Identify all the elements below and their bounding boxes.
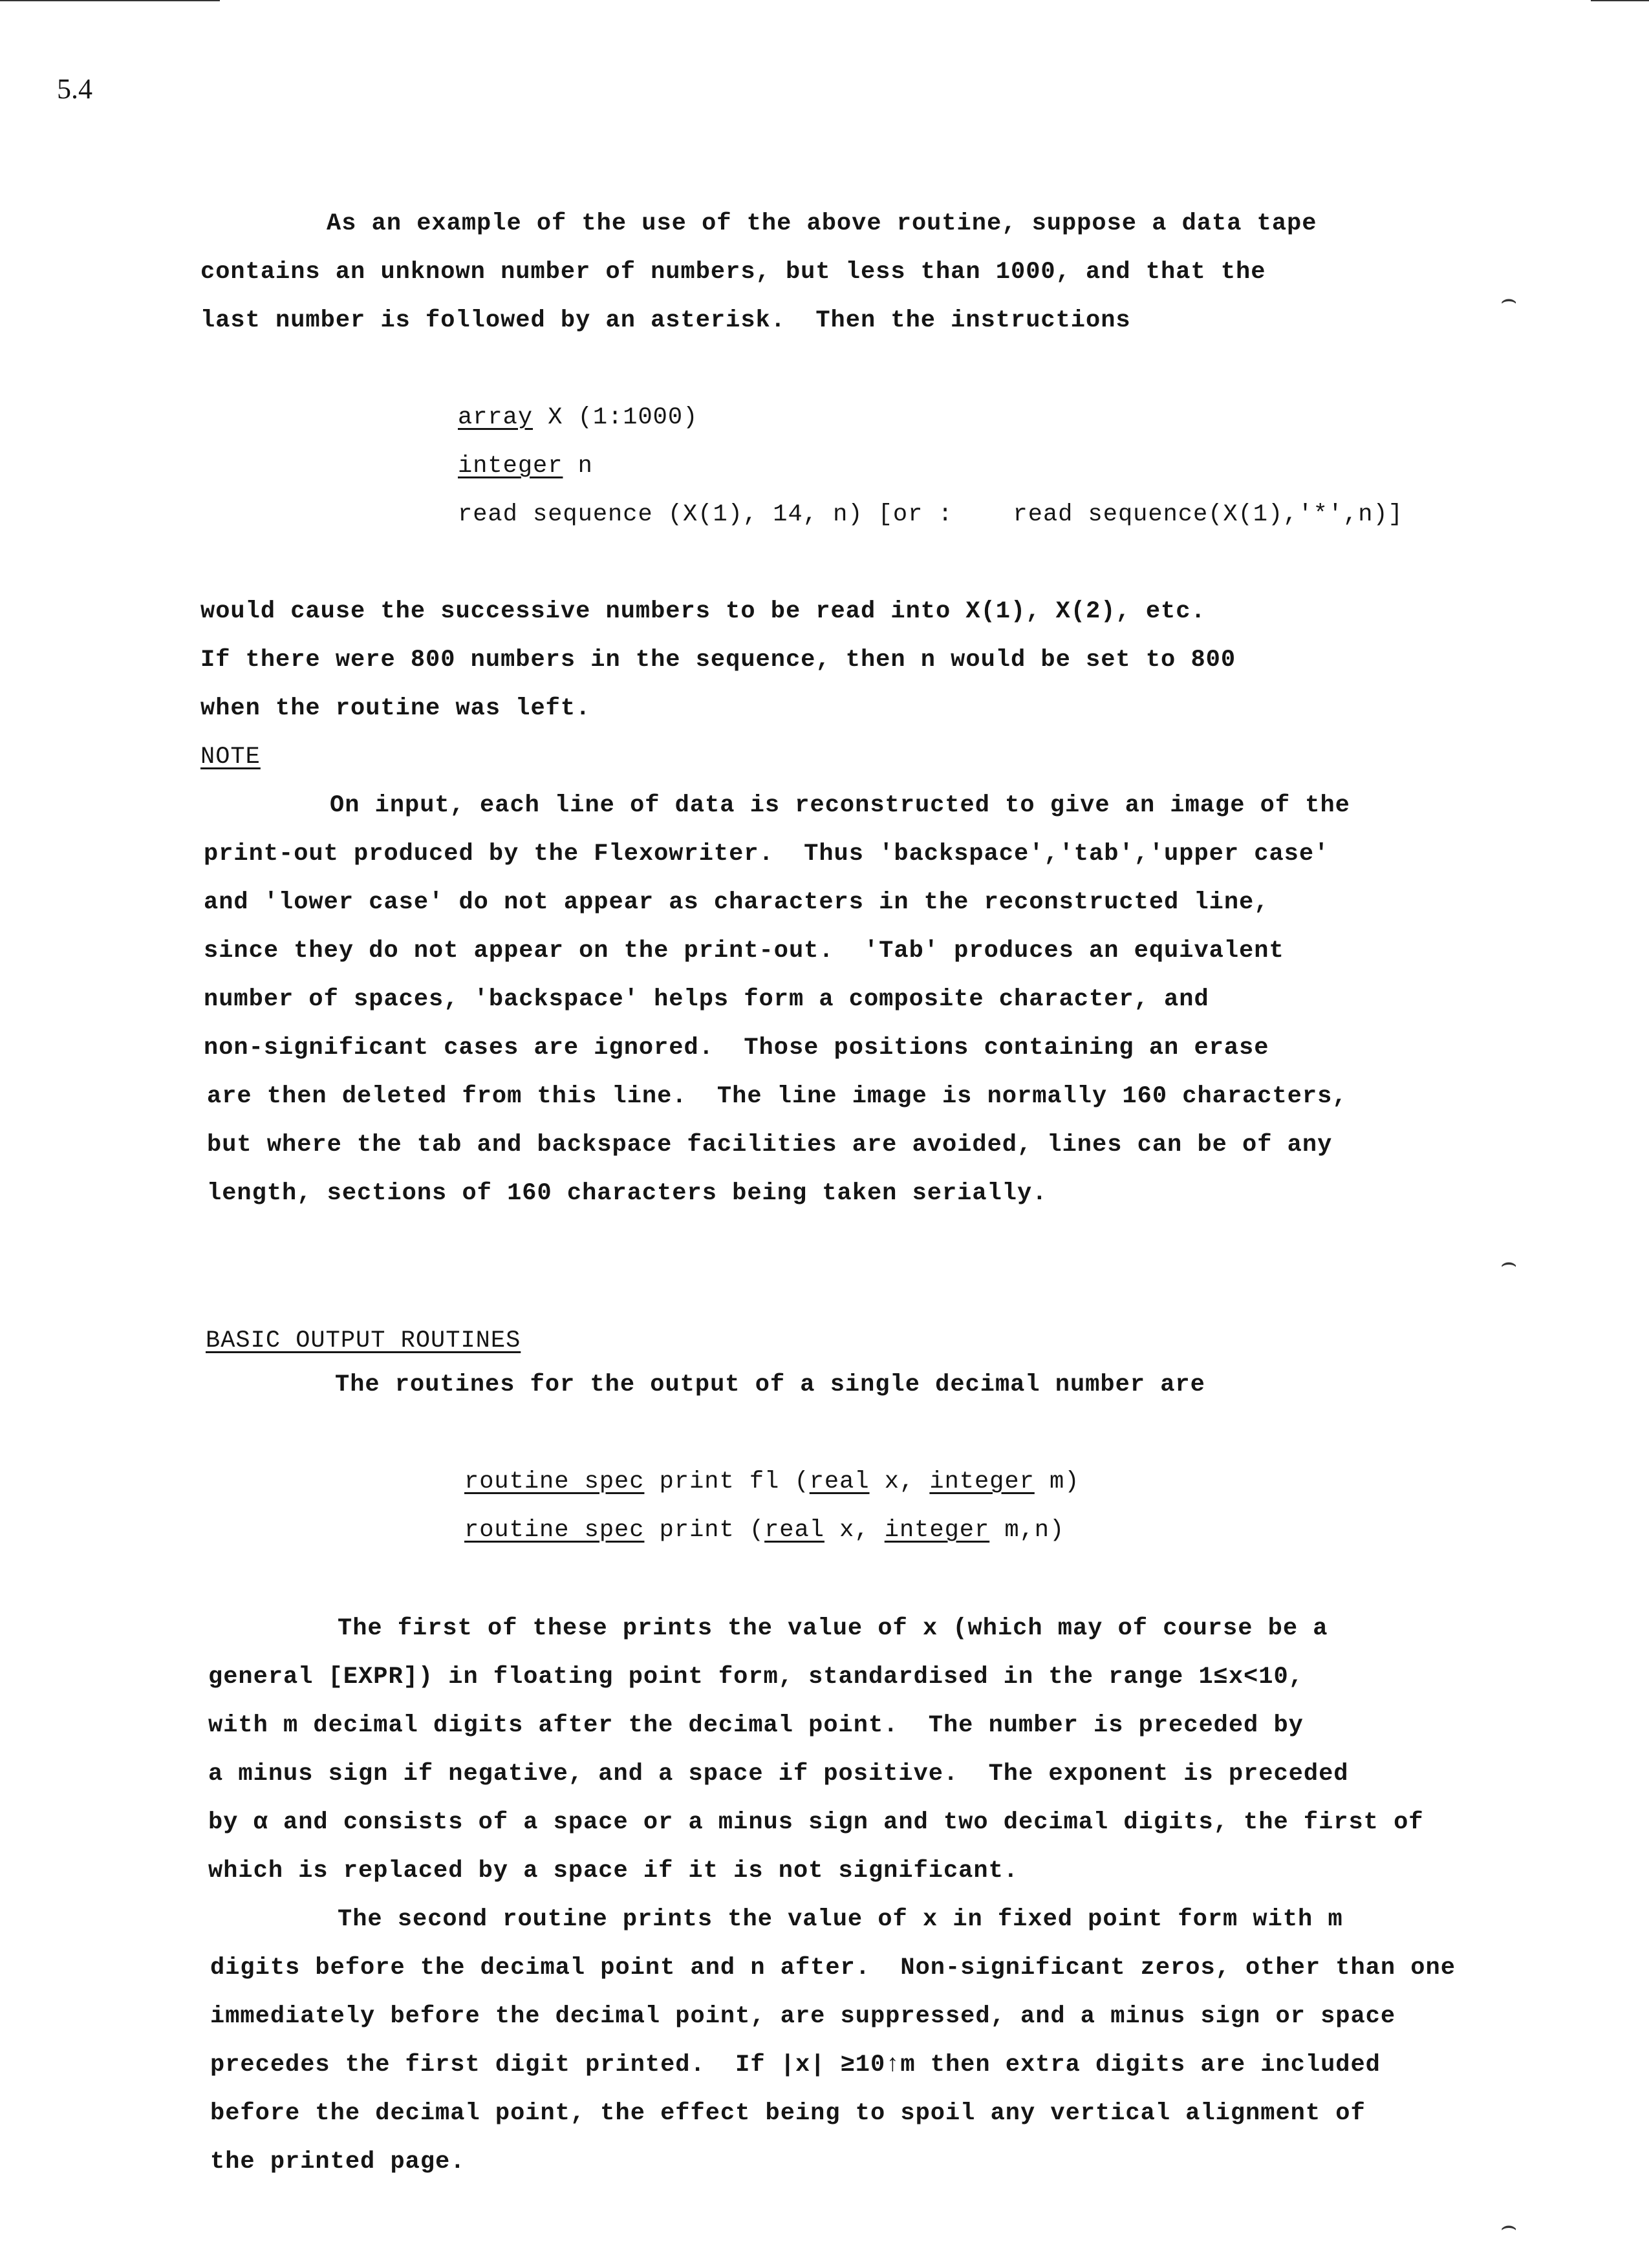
top-edge-rule-right bbox=[1591, 0, 1649, 1]
para2-line-1: would cause the successive numbers to be read into X(1), X(2), etc. bbox=[200, 598, 1206, 625]
scan-mark: ⌢ bbox=[1500, 284, 1518, 314]
keyword-routine-spec: routine spec bbox=[464, 1468, 645, 1495]
section-heading: BASIC OUTPUT ROUTINES bbox=[206, 1327, 521, 1354]
para4-line-5: before the decimal point, the effect being to spoil any vertical alignment of bbox=[210, 2100, 1366, 2127]
para2-line-3: when the routine was left. bbox=[200, 695, 591, 722]
para3-line-4: a minus sign if negative, and a space if positive. The exponent is preceded bbox=[208, 1760, 1349, 1788]
para3-line-1: The first of these prints the value of x (which may of course be a bbox=[338, 1615, 1328, 1642]
routine1-name: print fl ( bbox=[644, 1468, 810, 1495]
routine-spec-print-fl bbox=[464, 1466, 1079, 1497]
keyword-integer: integer bbox=[884, 1517, 990, 1544]
routine2-param-x: x, bbox=[824, 1517, 885, 1544]
integer-decl-rest: n bbox=[563, 453, 593, 480]
para2-line-2: If there were 800 numbers in the sequence, then n would be set to 800 bbox=[200, 647, 1236, 674]
scan-mark: ⌢ bbox=[1500, 2211, 1518, 2241]
note-line-4: since they do not appear on the print-out. 'Tab' produces an equivalent bbox=[204, 937, 1284, 965]
keyword-real: real bbox=[809, 1468, 870, 1495]
note-line-6: non-significant cases are ignored. Those positions containing an erase bbox=[204, 1034, 1269, 1062]
keyword-integer: integer bbox=[929, 1468, 1035, 1495]
keyword-real: real bbox=[764, 1517, 824, 1544]
note-line-9: length, sections of 160 characters being taken serially. bbox=[207, 1180, 1048, 1207]
para3-line-2: general [EXPR]) in floating point form, standardised in the range 1≤x<10, bbox=[208, 1664, 1304, 1691]
page-number: 5.4 bbox=[57, 73, 92, 105]
note-line-5: number of spaces, 'backspace' helps form a composite character, and bbox=[204, 986, 1209, 1013]
para3-line-6: which is replaced by a space if it is not significant. bbox=[208, 1857, 1018, 1885]
keyword-array: array bbox=[458, 404, 534, 431]
para1-line-2: contains an unknown number of numbers, but less than 1000, and that the bbox=[200, 259, 1266, 286]
routine1-param-m: m) bbox=[1034, 1468, 1080, 1495]
note-line-8: but where the tab and backspace facilities are avoided, lines can be of any bbox=[207, 1131, 1333, 1159]
para4-line-4: precedes the first digit printed. If |x| ≥10↑m then extra digits are included bbox=[210, 2051, 1381, 2079]
para3-line-5: by α and consists of a space or a minus sign and two decimal digits, the first of bbox=[208, 1809, 1424, 1836]
keyword-integer: integer bbox=[458, 453, 563, 480]
routine2-params-mn: m,n) bbox=[989, 1517, 1065, 1544]
code-read-sequence: read sequence (X(1), 14, n) [or : read sequence(X(1),'*',n)] bbox=[458, 501, 1403, 528]
array-decl-rest: X (1:1000) bbox=[533, 404, 698, 431]
section-intro: The routines for the output of a single decimal number are bbox=[335, 1371, 1205, 1398]
keyword-routine-spec: routine spec bbox=[464, 1517, 645, 1544]
note-line-1: On input, each line of data is reconstructed to give an image of the bbox=[330, 792, 1350, 819]
para3-line-3: with m decimal digits after the decimal point. The number is preceded by bbox=[208, 1712, 1304, 1739]
scan-mark: ⌢ bbox=[1500, 1248, 1518, 1278]
code-integer-decl bbox=[458, 451, 593, 482]
note-line-3: and 'lower case' do not appear as characters in the reconstructed line, bbox=[204, 889, 1269, 916]
code-array-decl bbox=[458, 402, 698, 433]
para4-line-6: the printed page. bbox=[210, 2148, 466, 2176]
para1-line-3: last number is followed by an asterisk. Then the instructions bbox=[200, 307, 1131, 334]
routine-spec-print bbox=[464, 1515, 1064, 1546]
para4-line-2: digits before the decimal point and n after. Non-significant zeros, other than one bbox=[210, 1954, 1456, 1982]
note-heading: NOTE bbox=[200, 744, 261, 771]
para1-line-1: As an example of the use of the above routine, suppose a data tape bbox=[327, 210, 1317, 237]
routine2-name: print ( bbox=[644, 1517, 765, 1544]
note-line-2: print-out produced by the Flexowriter. Thus 'backspace','tab','upper case' bbox=[204, 840, 1330, 868]
note-line-7: are then deleted from this line. The line image is normally 160 characters, bbox=[207, 1083, 1348, 1110]
para4-line-1: The second routine prints the value of x in fixed point form with m bbox=[338, 1906, 1343, 1933]
top-edge-rule bbox=[0, 0, 220, 1]
routine1-param-x: x, bbox=[869, 1468, 930, 1495]
para4-line-3: immediately before the decimal point, are suppressed, and a minus sign or space bbox=[210, 2003, 1396, 2030]
